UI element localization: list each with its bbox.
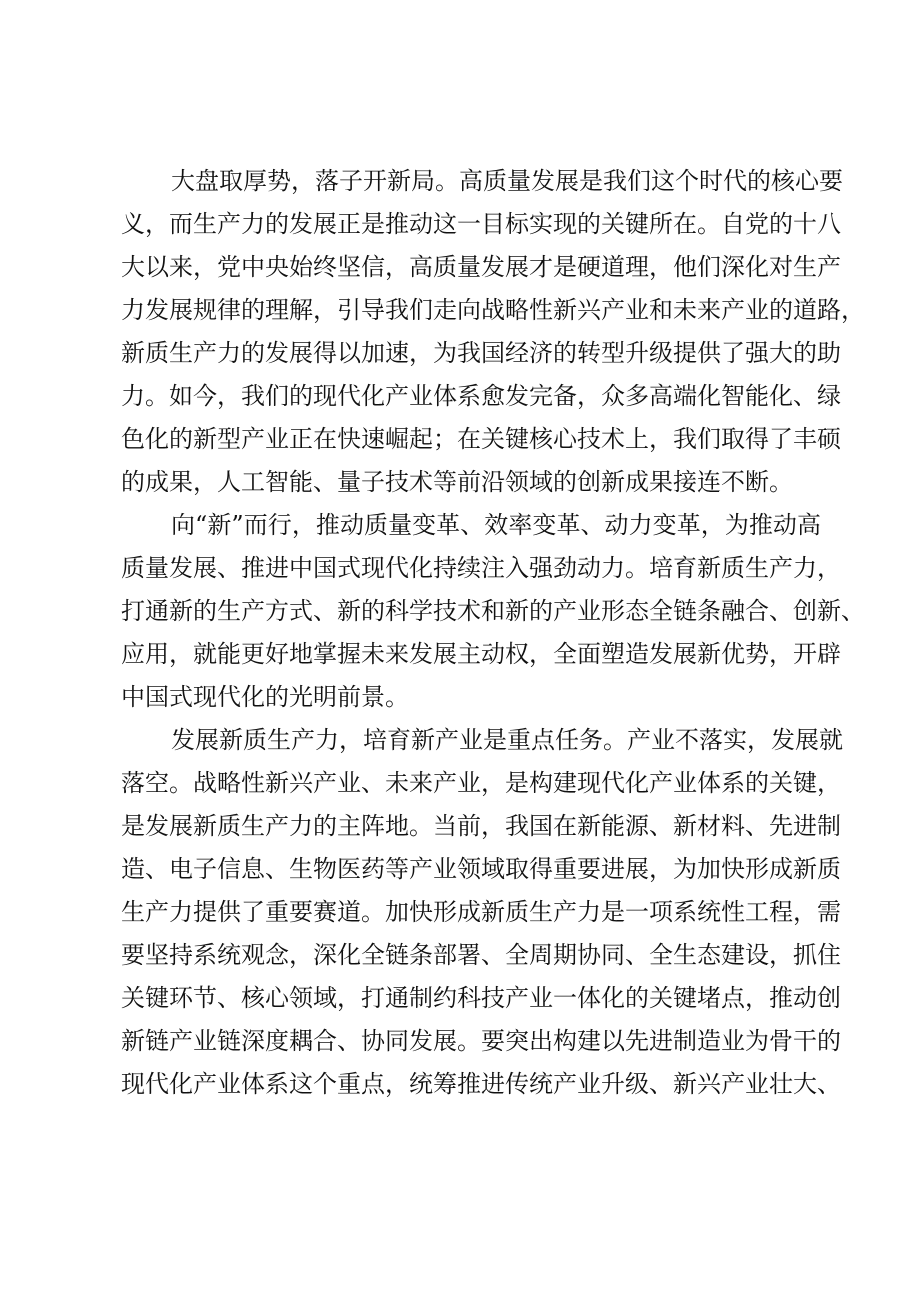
text-line: 打通新的生产方式、新的科学技术和新的产业形态全链条融合、创新、 <box>121 597 865 625</box>
text-line: 中国式现代化的光明前景。 <box>121 683 409 711</box>
text-line: 应用，就能更好地掌握未来发展主动权，全面塑造发展新优势，开辟 <box>121 640 841 668</box>
text-line: 大以来，党中央始终坚信，高质量发展才是硬道理，他们深化对生产 <box>121 253 841 281</box>
text-line: 现代化产业体系这个重点，统筹推进传统产业升级、新兴产业壮大、 <box>121 1070 841 1098</box>
text-line: 新链产业链深度耦合、协同发展。要突出构建以先进制造业为骨干的 <box>121 1027 841 1055</box>
text-line: 向“新”而行，推动质量变革、效率变革、动力变革，为推动高 <box>171 511 821 539</box>
text-line: 大盘取厚势，落子开新局。高质量发展是我们这个时代的核心要 <box>171 167 843 195</box>
text-line: 是发展新质生产力的主阵地。当前，我国在新能源、新材料、先进制 <box>121 812 841 840</box>
paragraph-2 <box>121 504 865 719</box>
text-line: 关键环节、核心领域，打通制约科技产业一体化的关键堵点，推动创 <box>121 984 841 1012</box>
text-line: 造、电子信息、生物医药等产业领域取得重要进展，为加快形成新质 <box>121 855 841 883</box>
text-line: 落空。战略性新兴产业、未来产业，是构建现代化产业体系的关键， <box>121 769 841 797</box>
text-line: 生产力提供了重要赛道。加快形成新质生产力是一项系统性工程，需 <box>121 898 841 926</box>
paragraph-3 <box>121 719 843 1106</box>
text-line: 新质生产力的发展得以加速，为我国经济的转型升级提供了强大的助 <box>121 339 841 367</box>
text-line: 发展新质生产力，培育新产业是重点任务。产业不落实，发展就 <box>171 726 843 754</box>
text-line: 质量发展、推进中国式现代化持续注入强劲动力。培育新质生产力， <box>121 554 841 582</box>
document-body <box>121 160 865 1106</box>
text-line: 的成果，人工智能、量子技术等前沿领域的创新成果接连不断。 <box>121 468 793 496</box>
text-line: 要坚持系统观念，深化全链条部署、全周期协同、全生态建设，抓住 <box>121 941 841 969</box>
text-line: 力。如今，我们的现代化产业体系愈发完备，众多高端化智能化、绿 <box>121 382 841 410</box>
text-line: 义，而生产力的发展正是推动这一目标实现的关键所在。自党的十八 <box>121 210 841 238</box>
paragraph-1 <box>121 160 865 504</box>
text-line: 力发展规律的理解，引导我们走向战略性新兴产业和未来产业的道路， <box>121 296 865 324</box>
text-line: 色化的新型产业正在快速崛起；在关键核心技术上，我们取得了丰硕 <box>121 425 841 453</box>
